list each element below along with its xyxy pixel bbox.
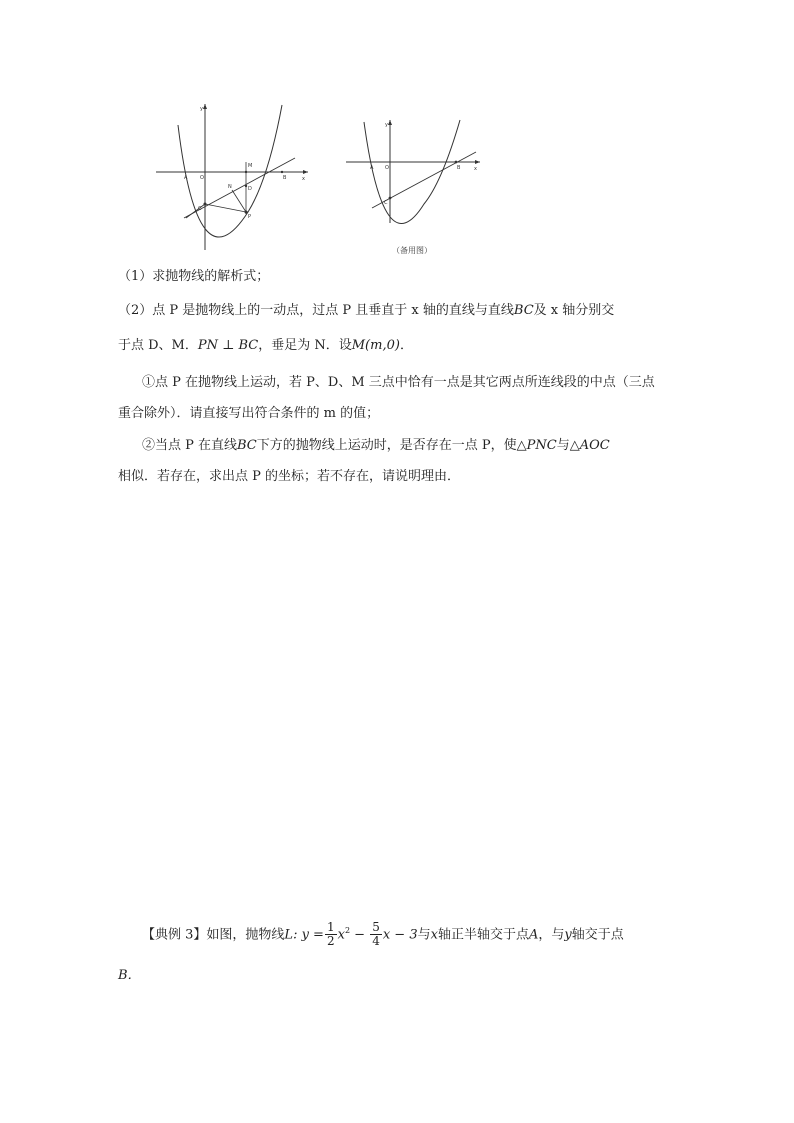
- q2-text-e: ．: [399, 338, 413, 353]
- eq-x-squared: x: [337, 927, 345, 943]
- q2-bc: BC: [513, 303, 534, 318]
- parabola-figure-main: [150, 100, 310, 255]
- eq-exponent: 2: [344, 926, 351, 935]
- question-2-2-line-1: [142, 436, 610, 456]
- point-b-label: B: [457, 165, 461, 171]
- example-3-text-b: 与: [417, 927, 431, 943]
- x-axis-label: x: [474, 166, 477, 172]
- fraction-five-quarters: [370, 921, 382, 948]
- q22-text-a: ②当点 P 在直线: [142, 438, 238, 453]
- y-axis-label: y: [385, 122, 388, 128]
- question-1: [118, 267, 269, 287]
- question-2-1-line-1: ①点 P 在抛物线上运动，若 P、D、M 三点中恰有一点是其它两点所连线段的中点（三点: [142, 375, 655, 390]
- point-p-label: P: [248, 214, 252, 220]
- example-3-line-1: [142, 916, 624, 950]
- point-a-label: A: [184, 175, 188, 181]
- q2-text-c: 于点 D、M．: [118, 338, 198, 353]
- q2-text-a: （2）点 P 是抛物线上的一动点，过点 P 且垂直于 x 轴的直线与直线: [118, 303, 514, 318]
- point-a-ref: A: [528, 927, 539, 943]
- point-m-label: M: [248, 163, 253, 169]
- example-3-text-a: 如图，抛物线: [206, 927, 285, 943]
- q22-text-b: 下方的抛物线上运动时，是否存在一点 P，使: [256, 438, 517, 453]
- y-axis-label: y: [200, 106, 203, 112]
- example-3-line-2: B．: [118, 968, 141, 983]
- example-3-text-e: 轴交于点: [571, 927, 624, 943]
- eq-rest: x − 3: [382, 927, 418, 943]
- fraction-1-numerator: 1: [326, 920, 335, 935]
- x-axis-label: x: [302, 176, 305, 182]
- q22-bc: BC: [237, 438, 257, 453]
- q2-pn-perp-bc: PN ⊥ BC: [197, 338, 259, 353]
- q2-text-d: ，垂足为 N．设: [258, 338, 352, 353]
- example-3-tag: 【典例 3】: [142, 927, 207, 943]
- q2-text-b: 及 x 轴分别交: [533, 303, 615, 318]
- eq-l: L: [284, 927, 294, 943]
- question-1-text: （1）求抛物线的解析式；: [118, 269, 270, 284]
- eq-minus: −: [350, 927, 370, 943]
- question-2-line-2: [118, 336, 413, 356]
- parabola-figure-backup: [342, 118, 482, 256]
- question-2-2-line-2: 相似．若存在，求出点 P 的坐标；若不存在，请说明理由．: [118, 469, 461, 484]
- q22-text-c: 与: [556, 438, 570, 453]
- y-axis-ref: y: [564, 927, 572, 943]
- q2-point-m: M(m,0): [351, 338, 400, 353]
- parabola-diagram: [150, 100, 310, 255]
- point-n-label: N: [228, 184, 232, 190]
- x-axis-ref: x: [430, 927, 438, 943]
- point-d-label: D: [248, 186, 252, 192]
- point-c-label: C: [384, 200, 388, 206]
- backup-figure-caption: （备用图）: [392, 246, 432, 255]
- question-2-line-1: [118, 301, 614, 321]
- fraction-2-numerator: 5: [372, 920, 380, 935]
- point-b-label: B: [283, 175, 287, 181]
- q22-triangle-aoc: △AOC: [569, 438, 610, 453]
- fraction-2-denominator: 4: [372, 934, 380, 949]
- example-3-text-d: ，与: [538, 927, 565, 943]
- eq-assign: : y =: [293, 927, 324, 943]
- point-c-label: C: [198, 206, 202, 212]
- origin-label: O: [200, 175, 204, 181]
- question-2-1-line-2: 重合除外）．请直接写出符合条件的 m 的值；: [118, 406, 380, 421]
- q22-triangle-pnc: △PNC: [516, 438, 557, 453]
- origin-label: O: [385, 165, 389, 171]
- fraction-1-denominator: 2: [326, 934, 335, 949]
- fraction-one-half: [325, 921, 337, 948]
- parabola-backup-diagram: [342, 118, 482, 256]
- example-3-text-c: 轴正半轴交于点: [437, 927, 529, 943]
- point-a-label: A: [370, 165, 374, 171]
